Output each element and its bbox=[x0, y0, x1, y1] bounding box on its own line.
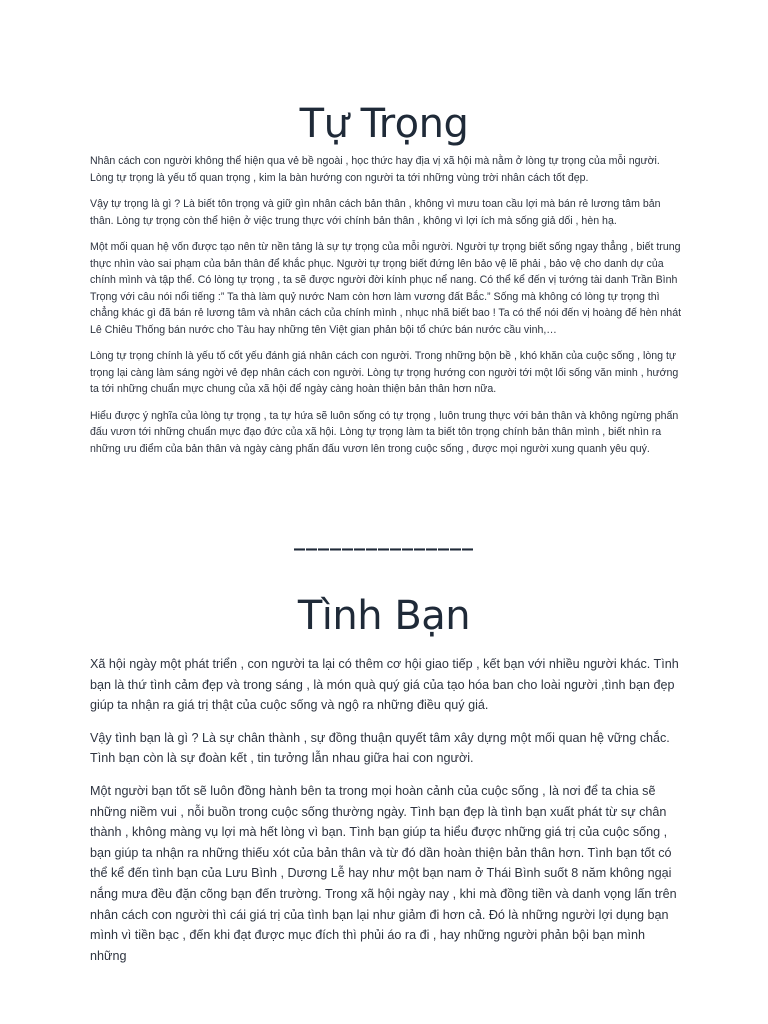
paragraph: Nhân cách con người không thể hiện qua vẻ bề ngoài , học thức hay địa vị xã hội mà nằm ở lòng tự trọng của mỗi người. Lòng tự trọng là yếu tố quan trọng , kim la bàn hướng con người ta tới những vùng trời nhân cách tốt đẹp. bbox=[90, 155, 660, 184]
essay-title-tinh-ban: Tình Bạn bbox=[297, 593, 471, 639]
paragraph: Một mối quan hệ vốn được tạo nên từ nền tảng là sự tự trọng của mỗi người. Người tự trọng biết sống ngay thẳng , biết trung thực nhìn vào sai phạm của bản thân để khắc phục. Người tự trọng biết đứng lên bảo vệ lẽ phải , bảo vệ cho danh dự của chính mình và tập thể. Có lòng tự trọng , ta sẽ được người đời kính phục nể nang. Có thể kể đến vị tướng tài danh Trần Bình Trọng với câu nói nổi tiếng :” Ta thà làm quỷ nước Nam còn hơn làm vương đất Bắc.” Sống mà không có lòng tự trọng thì chẳng khác gì đã bán rẻ lương tâm và nhân cách của chính mình , nhục nhã biết bao ! Ta có thể nói đến vị hoàng đế hèn nhát Lê Chiêu Thống bán nước cho Tàu hay những tên Việt gian phản bội tổ chức bán nước cầu vinh,… bbox=[90, 241, 682, 336]
paragraph: Xã hội ngày một phát triển , con người ta lại có thêm cơ hội giao tiếp , kết bạn với nhiều người khác. Tình bạn là thứ tình cảm đẹp và trong sáng , là món quà quý giá của tạo hóa ban cho loài người ,tình bạn đẹp giúp ta nhận ra giá trị thật của cuộc sống và ngộ ra những điều quý giá. bbox=[90, 657, 679, 713]
paragraph: Vậy tự trọng là gì ? Là biết tôn trọng và giữ gìn nhân cách bản thân , không vì mưu toan cầu lợi mà bán rẻ lương tâm bản thân. Lòng tự trọng còn thể hiện ở việc trung thực với chính bản thân , không vì lợi ích mà sống giả dối , hèn hạ. bbox=[90, 198, 661, 227]
paragraph: Lòng tự trọng chính là yếu tố cốt yếu đánh giá nhân cách con người. Trong những bộn bề , khó khăn của cuộc sống , lòng tự trọng lại càng làm sáng ngời vẻ đẹp nhân cách con người. Lòng tự trọng hướng con người tới một lối sống văn minh , hướng ta tới những chuẩn mực chung của xã hội để ngày càng hoàn thiện bản thân hơn nữa. bbox=[90, 350, 679, 395]
section-divider: _______________ bbox=[294, 526, 474, 551]
paragraph: Vậy tình bạn là gì ? Là sự chân thành , sự đồng thuận quyết tâm xây dựng một mối quan hệ vững chắc. Tình bạn còn là sự đoàn kết , tin tưởng lẫn nhau giữa hai con người. bbox=[90, 730, 670, 766]
essay-body-tinh-ban bbox=[90, 654, 684, 978]
paragraph: Hiểu được ý nghĩa của lòng tự trọng , ta tự hứa sẽ luôn sống có tự trọng , luôn trung thực với bản thân và không ngừng phấn đấu vươn tới những chuẩn mực đạo đức của xã hội. Lòng tự trọng làm ta biết tôn trọng chính bản thân mình , biết nhìn ra những ưu điểm của bản thân và ngày càng phấn đấu vươn lên trong cuộc sống , được mọi người xung quanh yêu quý. bbox=[90, 409, 679, 455]
essay-title-tu-trong: Tự Trọng bbox=[299, 101, 469, 147]
essay-body-tu-trong bbox=[90, 153, 682, 467]
paragraph: Một người bạn tốt sẽ luôn đồng hành bên ta trong mọi hoàn cảnh của cuộc sống , là nơi để ta chia sẽ những niềm vui , nỗi buồn trong cuộc sống thường ngày. Tình bạn đẹp là tình bạn xuất phát từ sự chân thành , không màng vụ lợi mà hết lòng vì bạn. Tình bạn giúp ta hiểu được những giá trị của cuộc sống , bạn giúp ta nhận ra những thiếu xót của bản thân và từ đó dần hoàn thiện bản thân hơn. Tình bạn tốt có thể kể đến tình bạn của Lưu Bình , Dương Lễ hay như một bạn nam ở Thái Bình suốt 8 năm không ngại nắng mưa đều đặn cõng bạn đến trường. Trong xã hội ngày nay , khi mà đồng tiền và danh vọng lấn trên nhân cách con người thì cái giá trị của tình bạn lại như giảm đi hơn cả. Đó là những người lợi dụng bạn mình vì tiền bạc , đến khi đạt được mục đích thì phủi áo ra đi , hay những người phản bội bạn mình những bbox=[90, 783, 677, 963]
